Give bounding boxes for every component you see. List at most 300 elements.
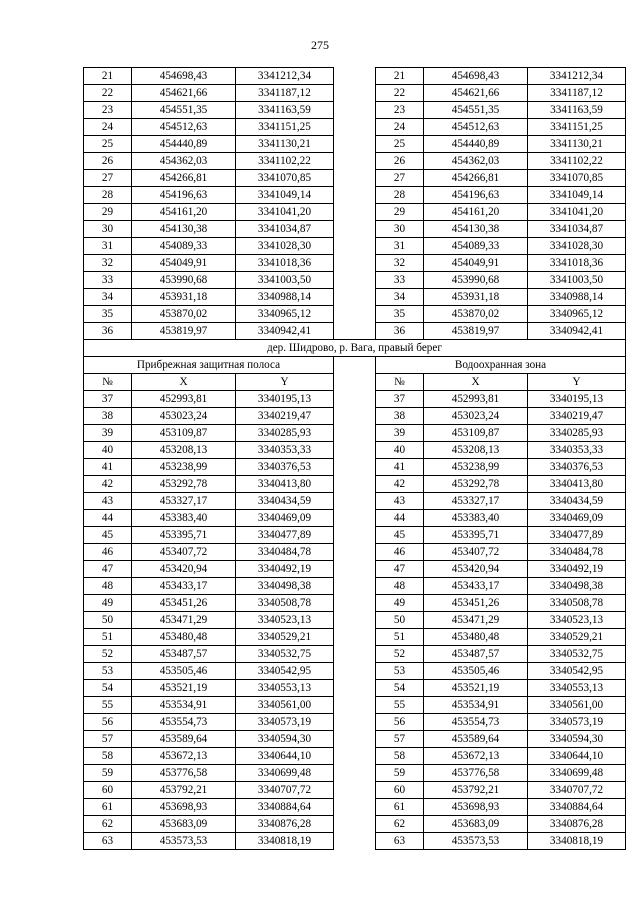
y-coordinate-left: 3340219,47	[236, 408, 334, 425]
x-coordinate-left: 453023,24	[132, 408, 236, 425]
x-coordinate-right: 453407,72	[424, 544, 528, 561]
table-row	[84, 799, 626, 816]
table-gap	[334, 153, 376, 170]
column-header-y-right: Y	[528, 374, 626, 391]
table-gap	[334, 816, 376, 833]
point-number-left: 46	[84, 544, 132, 561]
x-coordinate-right: 453238,99	[424, 459, 528, 476]
x-coordinate-left: 452993,81	[132, 391, 236, 408]
y-coordinate-left: 3341163,59	[236, 102, 334, 119]
point-number-left: 26	[84, 153, 132, 170]
y-coordinate-right: 3340353,33	[528, 442, 626, 459]
y-coordinate-left: 3340699,48	[236, 765, 334, 782]
table-row	[84, 187, 626, 204]
y-coordinate-right: 3341028,30	[528, 238, 626, 255]
table-gap	[334, 68, 376, 85]
y-coordinate-left: 3340573,19	[236, 714, 334, 731]
x-coordinate-left: 453383,40	[132, 510, 236, 527]
y-coordinate-right: 3340285,93	[528, 425, 626, 442]
x-coordinate-right: 453327,17	[424, 493, 528, 510]
table-row	[84, 442, 626, 459]
x-coordinate-left: 453487,57	[132, 646, 236, 663]
x-coordinate-right: 454362,03	[424, 153, 528, 170]
table-gap	[334, 391, 376, 408]
point-number-left: 25	[84, 136, 132, 153]
x-coordinate-left: 453589,64	[132, 731, 236, 748]
point-number-left: 24	[84, 119, 132, 136]
table-gap	[334, 306, 376, 323]
y-coordinate-right: 3340942,41	[528, 323, 626, 340]
table-row	[84, 629, 626, 646]
y-coordinate-left: 3340413,80	[236, 476, 334, 493]
point-number-left: 49	[84, 595, 132, 612]
table-gap	[334, 663, 376, 680]
table-gap	[334, 612, 376, 629]
point-number-right: 39	[376, 425, 424, 442]
point-number-left: 36	[84, 323, 132, 340]
point-number-right: 36	[376, 323, 424, 340]
point-number-left: 30	[84, 221, 132, 238]
x-coordinate-right: 454196,63	[424, 187, 528, 204]
y-coordinate-right: 3340195,13	[528, 391, 626, 408]
point-number-right: 37	[376, 391, 424, 408]
x-coordinate-right: 453292,78	[424, 476, 528, 493]
x-coordinate-right: 454621,66	[424, 85, 528, 102]
y-coordinate-right: 3340498,38	[528, 578, 626, 595]
point-number-right: 26	[376, 153, 424, 170]
table-row	[84, 238, 626, 255]
y-coordinate-left: 3340484,78	[236, 544, 334, 561]
table-gap	[334, 646, 376, 663]
x-coordinate-right: 453870,02	[424, 306, 528, 323]
point-number-right: 21	[376, 68, 424, 85]
point-number-left: 34	[84, 289, 132, 306]
y-coordinate-right: 3341130,21	[528, 136, 626, 153]
table-row	[84, 595, 626, 612]
y-coordinate-right: 3341018,36	[528, 255, 626, 272]
column-header-row	[84, 374, 626, 391]
x-coordinate-right: 453792,21	[424, 782, 528, 799]
point-number-right: 38	[376, 408, 424, 425]
x-coordinate-right: 453990,68	[424, 272, 528, 289]
zone-title-row	[84, 357, 626, 374]
point-number-left: 41	[84, 459, 132, 476]
y-coordinate-left: 3340508,78	[236, 595, 334, 612]
table-row	[84, 612, 626, 629]
table-gap	[334, 357, 376, 374]
x-coordinate-left: 453521,19	[132, 680, 236, 697]
point-number-right: 55	[376, 697, 424, 714]
x-coordinate-right: 454266,81	[424, 170, 528, 187]
x-coordinate-right: 453420,94	[424, 561, 528, 578]
table-gap	[334, 170, 376, 187]
point-number-right: 32	[376, 255, 424, 272]
point-number-left: 50	[84, 612, 132, 629]
x-coordinate-right: 453487,57	[424, 646, 528, 663]
point-number-left: 57	[84, 731, 132, 748]
x-coordinate-right: 454130,38	[424, 221, 528, 238]
x-coordinate-right: 453471,29	[424, 612, 528, 629]
point-number-right: 48	[376, 578, 424, 595]
point-number-left: 39	[84, 425, 132, 442]
point-number-left: 58	[84, 748, 132, 765]
x-coordinate-right: 453534,91	[424, 697, 528, 714]
point-number-right: 42	[376, 476, 424, 493]
y-coordinate-right: 3340707,72	[528, 782, 626, 799]
table-gap	[334, 680, 376, 697]
table-gap	[334, 765, 376, 782]
table-row	[84, 544, 626, 561]
point-number-left: 27	[84, 170, 132, 187]
point-number-right: 59	[376, 765, 424, 782]
point-number-left: 53	[84, 663, 132, 680]
y-coordinate-right: 3340523,13	[528, 612, 626, 629]
table-row	[84, 391, 626, 408]
table-gap	[334, 697, 376, 714]
point-number-left: 45	[84, 527, 132, 544]
y-coordinate-right: 3340219,47	[528, 408, 626, 425]
x-coordinate-left: 454362,03	[132, 153, 236, 170]
x-coordinate-left: 453480,48	[132, 629, 236, 646]
x-coordinate-left: 454621,66	[132, 85, 236, 102]
y-coordinate-right: 3340376,53	[528, 459, 626, 476]
table-headings	[84, 340, 626, 391]
y-coordinate-left: 3340498,38	[236, 578, 334, 595]
table-row	[84, 493, 626, 510]
x-coordinate-left: 453208,13	[132, 442, 236, 459]
y-coordinate-left: 3340884,64	[236, 799, 334, 816]
page-number: 275	[311, 38, 329, 52]
y-coordinate-left: 3340542,95	[236, 663, 334, 680]
x-coordinate-left: 453420,94	[132, 561, 236, 578]
point-number-left: 42	[84, 476, 132, 493]
point-number-right: 31	[376, 238, 424, 255]
y-coordinate-left: 3340434,59	[236, 493, 334, 510]
table-row	[84, 289, 626, 306]
table-gap	[334, 731, 376, 748]
point-number-right: 34	[376, 289, 424, 306]
table-gap	[334, 374, 376, 391]
y-coordinate-left: 3341034,87	[236, 221, 334, 238]
point-number-right: 51	[376, 629, 424, 646]
column-header-number-left: №	[84, 374, 132, 391]
y-coordinate-left: 3340469,09	[236, 510, 334, 527]
table-gap	[334, 527, 376, 544]
table-gap	[334, 204, 376, 221]
table-row	[84, 765, 626, 782]
y-coordinate-left: 3340644,10	[236, 748, 334, 765]
point-number-left: 55	[84, 697, 132, 714]
y-coordinate-right: 3340542,95	[528, 663, 626, 680]
point-number-left: 59	[84, 765, 132, 782]
x-coordinate-left: 454049,91	[132, 255, 236, 272]
y-coordinate-right: 3340884,64	[528, 799, 626, 816]
point-number-right: 62	[376, 816, 424, 833]
table-row	[84, 476, 626, 493]
point-number-right: 29	[376, 204, 424, 221]
x-coordinate-left: 453870,02	[132, 306, 236, 323]
x-coordinate-right: 453698,93	[424, 799, 528, 816]
table-gap	[334, 782, 376, 799]
table-row	[84, 697, 626, 714]
column-header-number-right: №	[376, 374, 424, 391]
table-gap	[334, 476, 376, 493]
table-row	[84, 714, 626, 731]
point-number-left: 62	[84, 816, 132, 833]
y-coordinate-right: 3341070,85	[528, 170, 626, 187]
table-row	[84, 459, 626, 476]
x-coordinate-right: 453480,48	[424, 629, 528, 646]
x-coordinate-left: 453554,73	[132, 714, 236, 731]
point-number-right: 49	[376, 595, 424, 612]
y-coordinate-right: 3340434,59	[528, 493, 626, 510]
table-row	[84, 306, 626, 323]
table-row	[84, 408, 626, 425]
point-number-right: 47	[376, 561, 424, 578]
table-gap	[334, 238, 376, 255]
point-number-left: 60	[84, 782, 132, 799]
x-coordinate-left: 453698,93	[132, 799, 236, 816]
table-gap	[334, 833, 376, 850]
point-number-left: 29	[84, 204, 132, 221]
y-coordinate-left: 3340594,30	[236, 731, 334, 748]
x-coordinate-left: 454266,81	[132, 170, 236, 187]
table-row	[84, 425, 626, 442]
point-number-right: 22	[376, 85, 424, 102]
table-row	[84, 833, 626, 850]
y-coordinate-left: 3340561,00	[236, 697, 334, 714]
y-coordinate-left: 3340532,75	[236, 646, 334, 663]
point-number-left: 43	[84, 493, 132, 510]
table-row	[84, 68, 626, 85]
point-number-left: 47	[84, 561, 132, 578]
y-coordinate-left: 3340942,41	[236, 323, 334, 340]
y-coordinate-right: 3340413,80	[528, 476, 626, 493]
x-coordinate-right: 453672,13	[424, 748, 528, 765]
x-coordinate-right: 452993,81	[424, 391, 528, 408]
y-coordinate-left: 3340492,19	[236, 561, 334, 578]
point-number-right: 23	[376, 102, 424, 119]
x-coordinate-right: 454698,43	[424, 68, 528, 85]
x-coordinate-right: 453451,26	[424, 595, 528, 612]
x-coordinate-left: 454440,89	[132, 136, 236, 153]
x-coordinate-left: 453792,21	[132, 782, 236, 799]
y-coordinate-left: 3340477,89	[236, 527, 334, 544]
y-coordinate-right: 3341003,50	[528, 272, 626, 289]
x-coordinate-left: 454130,38	[132, 221, 236, 238]
x-coordinate-right: 454512,63	[424, 119, 528, 136]
point-number-right: 27	[376, 170, 424, 187]
x-coordinate-right: 453776,58	[424, 765, 528, 782]
table-gap	[334, 425, 376, 442]
point-number-left: 21	[84, 68, 132, 85]
point-number-right: 35	[376, 306, 424, 323]
x-coordinate-left: 454698,43	[132, 68, 236, 85]
x-coordinate-right: 453208,13	[424, 442, 528, 459]
point-number-right: 56	[376, 714, 424, 731]
x-coordinate-left: 453683,09	[132, 816, 236, 833]
y-coordinate-right: 3340492,19	[528, 561, 626, 578]
x-coordinate-right: 454551,35	[424, 102, 528, 119]
table-row	[84, 816, 626, 833]
y-coordinate-left: 3341028,30	[236, 238, 334, 255]
x-coordinate-left: 453990,68	[132, 272, 236, 289]
point-number-right: 53	[376, 663, 424, 680]
table-gap	[334, 408, 376, 425]
y-coordinate-left: 3340965,12	[236, 306, 334, 323]
y-coordinate-left: 3340818,19	[236, 833, 334, 850]
y-coordinate-right: 3341102,22	[528, 153, 626, 170]
y-coordinate-right: 3341187,12	[528, 85, 626, 102]
y-coordinate-right: 3340965,12	[528, 306, 626, 323]
x-coordinate-right: 453589,64	[424, 731, 528, 748]
point-number-left: 54	[84, 680, 132, 697]
point-number-left: 61	[84, 799, 132, 816]
column-header-x-left: X	[132, 374, 236, 391]
table-gap	[334, 221, 376, 238]
y-coordinate-right: 3340553,13	[528, 680, 626, 697]
table-gap	[334, 442, 376, 459]
point-number-right: 57	[376, 731, 424, 748]
x-coordinate-right: 454049,91	[424, 255, 528, 272]
table-row	[84, 136, 626, 153]
y-coordinate-right: 3340477,89	[528, 527, 626, 544]
point-number-right: 28	[376, 187, 424, 204]
section-heading: дер. Шидрово, р. Вага, правый берег	[84, 340, 626, 357]
table-row	[84, 221, 626, 238]
x-coordinate-right: 453505,46	[424, 663, 528, 680]
x-coordinate-right: 454440,89	[424, 136, 528, 153]
x-coordinate-right: 454089,33	[424, 238, 528, 255]
x-coordinate-right: 453554,73	[424, 714, 528, 731]
table-gap	[334, 102, 376, 119]
table-row	[84, 85, 626, 102]
y-coordinate-left: 3340876,28	[236, 816, 334, 833]
table-gap	[334, 544, 376, 561]
x-coordinate-right: 453931,18	[424, 289, 528, 306]
table-row	[84, 323, 626, 340]
table-row	[84, 731, 626, 748]
table-row	[84, 646, 626, 663]
x-coordinate-left: 453471,29	[132, 612, 236, 629]
table-body-bottom	[84, 391, 626, 850]
x-coordinate-left: 453238,99	[132, 459, 236, 476]
table-gap	[334, 272, 376, 289]
point-number-right: 46	[376, 544, 424, 561]
x-coordinate-left: 454161,20	[132, 204, 236, 221]
y-coordinate-right: 3340573,19	[528, 714, 626, 731]
point-number-left: 37	[84, 391, 132, 408]
table-gap	[334, 187, 376, 204]
point-number-left: 40	[84, 442, 132, 459]
point-number-left: 22	[84, 85, 132, 102]
y-coordinate-right: 3340508,78	[528, 595, 626, 612]
y-coordinate-right: 3340529,21	[528, 629, 626, 646]
column-header-x-right: X	[424, 374, 528, 391]
y-coordinate-left: 3340707,72	[236, 782, 334, 799]
y-coordinate-right: 3340484,78	[528, 544, 626, 561]
y-coordinate-right: 3341151,25	[528, 119, 626, 136]
x-coordinate-left: 454089,33	[132, 238, 236, 255]
y-coordinate-right: 3340469,09	[528, 510, 626, 527]
point-number-right: 40	[376, 442, 424, 459]
table-gap	[334, 459, 376, 476]
table-gap	[334, 136, 376, 153]
point-number-left: 52	[84, 646, 132, 663]
point-number-right: 25	[376, 136, 424, 153]
table-gap	[334, 595, 376, 612]
point-number-left: 23	[84, 102, 132, 119]
x-coordinate-right: 454161,20	[424, 204, 528, 221]
table-row	[84, 102, 626, 119]
table-row	[84, 663, 626, 680]
x-coordinate-left: 453433,17	[132, 578, 236, 595]
table-row	[84, 748, 626, 765]
x-coordinate-left: 453109,87	[132, 425, 236, 442]
y-coordinate-left: 3340988,14	[236, 289, 334, 306]
y-coordinate-left: 3341018,36	[236, 255, 334, 272]
y-coordinate-left: 3340285,93	[236, 425, 334, 442]
table-gap	[334, 255, 376, 272]
y-coordinate-left: 3341151,25	[236, 119, 334, 136]
y-coordinate-left: 3341003,50	[236, 272, 334, 289]
point-number-left: 56	[84, 714, 132, 731]
coordinates-table	[83, 67, 626, 850]
point-number-right: 24	[376, 119, 424, 136]
x-coordinate-left: 453407,72	[132, 544, 236, 561]
table-row	[84, 578, 626, 595]
table-row	[84, 272, 626, 289]
table-gap	[334, 510, 376, 527]
x-coordinate-right: 453395,71	[424, 527, 528, 544]
y-coordinate-left: 3340353,33	[236, 442, 334, 459]
point-number-left: 32	[84, 255, 132, 272]
table-gap	[334, 748, 376, 765]
table-row	[84, 527, 626, 544]
table-row	[84, 119, 626, 136]
table-gap	[334, 85, 376, 102]
y-coordinate-right: 3341049,14	[528, 187, 626, 204]
table-gap	[334, 323, 376, 340]
table-row	[84, 170, 626, 187]
x-coordinate-left: 454512,63	[132, 119, 236, 136]
y-coordinate-left: 3341102,22	[236, 153, 334, 170]
table-row	[84, 510, 626, 527]
y-coordinate-right: 3341041,20	[528, 204, 626, 221]
x-coordinate-right: 453573,53	[424, 833, 528, 850]
table-row	[84, 782, 626, 799]
x-coordinate-right: 453023,24	[424, 408, 528, 425]
y-coordinate-right: 3340644,10	[528, 748, 626, 765]
y-coordinate-right: 3340988,14	[528, 289, 626, 306]
point-number-left: 38	[84, 408, 132, 425]
column-header-y-left: Y	[236, 374, 334, 391]
table-gap	[334, 799, 376, 816]
point-number-right: 58	[376, 748, 424, 765]
section-heading-row	[84, 340, 626, 357]
point-number-left: 28	[84, 187, 132, 204]
point-number-left: 33	[84, 272, 132, 289]
y-coordinate-left: 3340553,13	[236, 680, 334, 697]
point-number-right: 54	[376, 680, 424, 697]
point-number-left: 35	[84, 306, 132, 323]
table-row	[84, 561, 626, 578]
point-number-left: 63	[84, 833, 132, 850]
point-number-right: 30	[376, 221, 424, 238]
x-coordinate-left: 453931,18	[132, 289, 236, 306]
table-gap	[334, 714, 376, 731]
x-coordinate-left: 453776,58	[132, 765, 236, 782]
